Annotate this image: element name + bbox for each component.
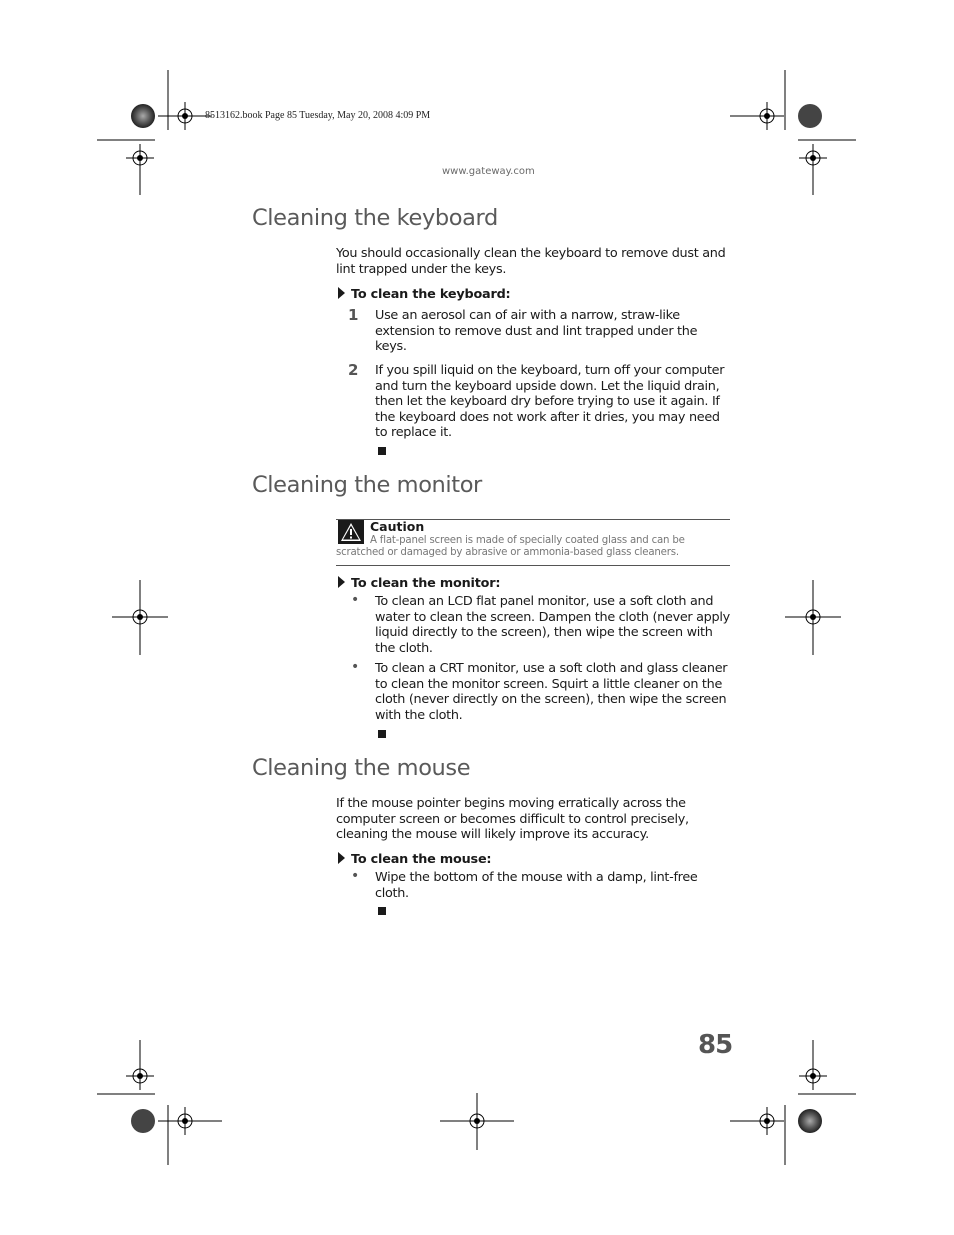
page-number: 85 bbox=[698, 1030, 733, 1060]
step-text: Use an aerosol can of air with a narrow, straw-like extension to remove dust and lint trapped under the keys. bbox=[375, 308, 698, 355]
website-url: www.gateway.com bbox=[442, 166, 535, 177]
procedure-arrow-icon bbox=[338, 287, 345, 299]
step-number: 2 bbox=[348, 361, 359, 379]
bullet-text: To clean an LCD flat panel monitor, use a soft cloth and water to clean the screen. Dampen the cloth (never apply liquid directly to the screen), then wipe the screen with the cloth. bbox=[375, 594, 730, 656]
step-text: If you spill liquid on the keyboard, turn off your computer and turn the keyboard upside down. Let the liquid drain, then let the keyboard dry before trying to use it again. If the keyboard does not work after it dries, you may need to replace it. bbox=[375, 363, 725, 441]
end-of-procedure-mark bbox=[378, 907, 386, 915]
procedure-arrow-icon bbox=[338, 852, 345, 864]
end-of-procedure-mark bbox=[378, 730, 386, 738]
procedure-monitor-label: To clean the monitor: bbox=[351, 576, 501, 591]
book-slug: 8513162.book Page 85 Tuesday, May 20, 2008 4:09 PM bbox=[205, 110, 431, 121]
procedure-keyboard-label: To clean the keyboard: bbox=[351, 287, 511, 302]
procedure-arrow-icon bbox=[338, 576, 345, 588]
bullet-icon: • bbox=[351, 659, 360, 675]
heading-cleaning-mouse: Cleaning the mouse bbox=[252, 755, 471, 781]
end-of-procedure-mark bbox=[378, 447, 386, 455]
step-number: 1 bbox=[348, 306, 359, 324]
procedure-keyboard bbox=[338, 287, 510, 302]
bullet-text: To clean a CRT monitor, use a soft cloth and glass cleaner to clean the monitor screen. Squirt a little cleaner on the cloth (never directly on the screen), then wipe the screen with the cloth. bbox=[375, 661, 728, 723]
caution-text: A flat-panel screen is made of specially coated glass and can be scratched or damaged by abrasive or ammonia-based glass cleaners. bbox=[336, 535, 685, 559]
bullet-icon: • bbox=[351, 592, 360, 608]
bullet-icon: • bbox=[351, 868, 360, 884]
caution-bottom-rule bbox=[336, 565, 730, 566]
procedure-monitor bbox=[338, 576, 500, 591]
heading-cleaning-keyboard: Cleaning the keyboard bbox=[252, 205, 498, 231]
mouse-intro: If the mouse pointer begins moving erratically across the computer screen or becomes difficult to control precisely, cleaning the mouse will likely improve its accuracy. bbox=[336, 796, 689, 843]
procedure-mouse-label: To clean the mouse: bbox=[351, 852, 492, 867]
keyboard-intro: You should occasionally clean the keyboard to remove dust and lint trapped under the keys. bbox=[336, 246, 726, 277]
caution-title: Caution bbox=[370, 519, 425, 534]
procedure-mouse bbox=[338, 852, 491, 867]
bullet-text: Wipe the bottom of the mouse with a damp, lint-free cloth. bbox=[375, 870, 698, 901]
heading-cleaning-monitor: Cleaning the monitor bbox=[252, 472, 482, 498]
